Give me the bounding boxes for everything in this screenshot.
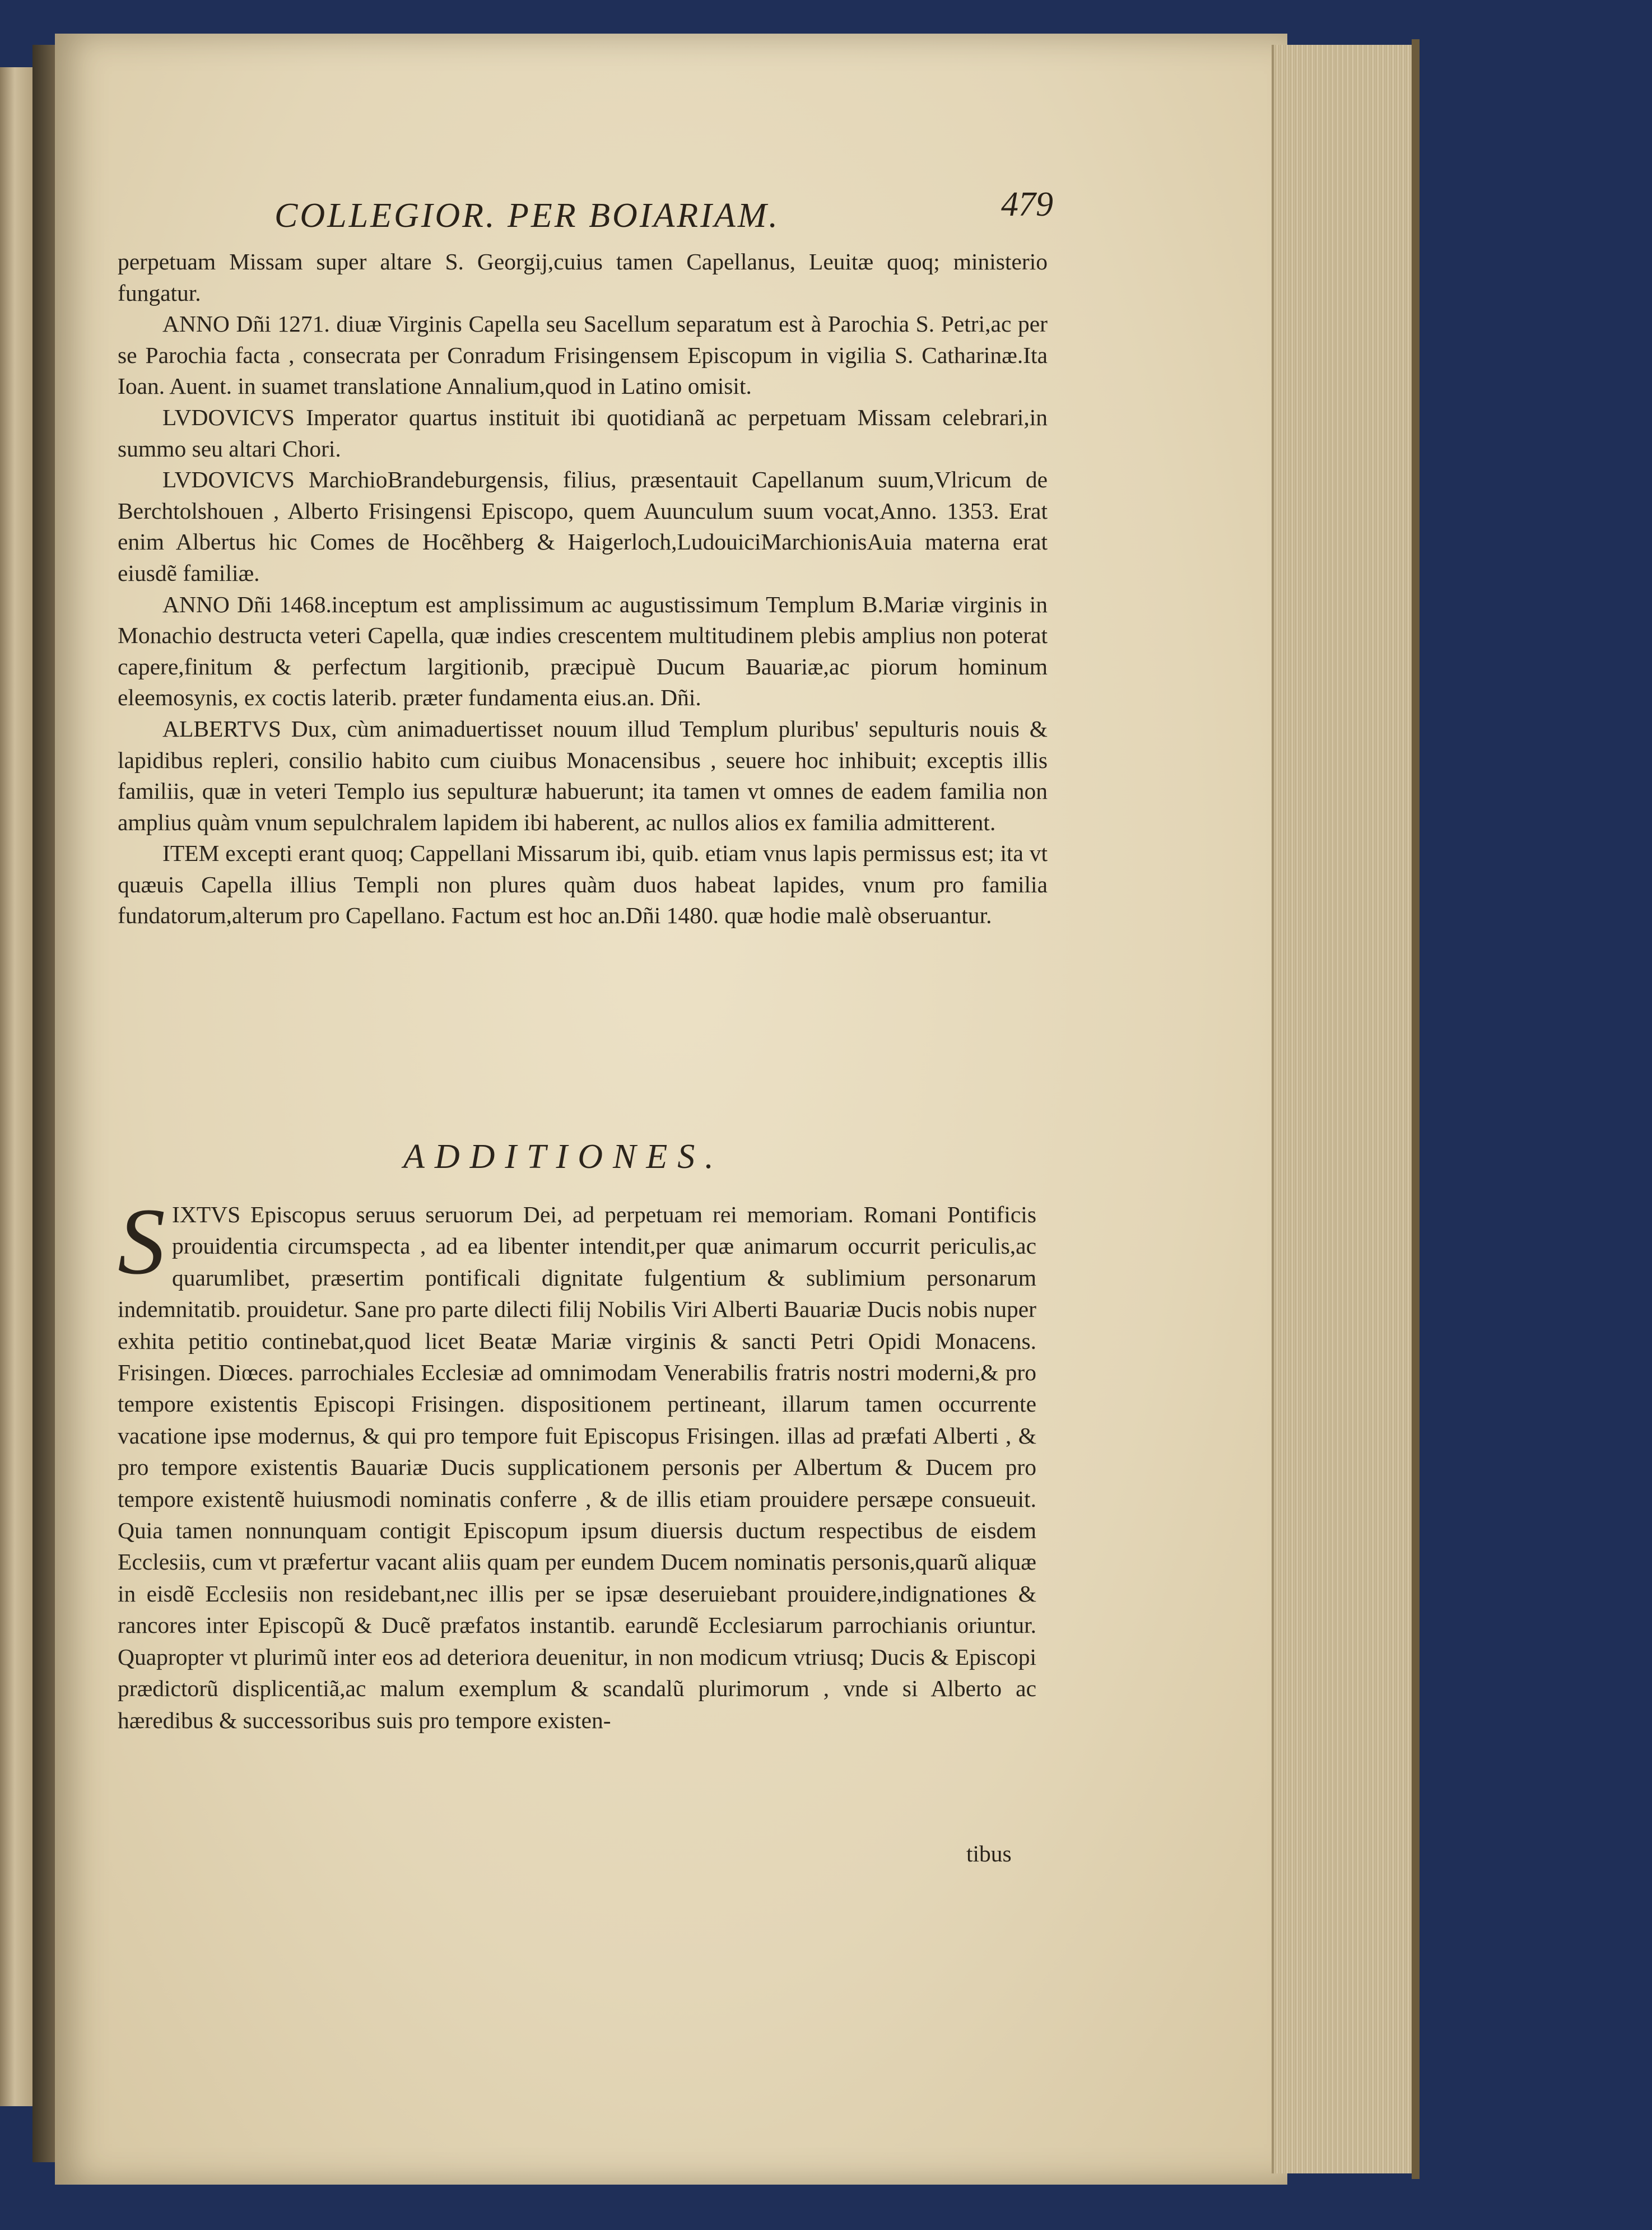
paragraph: perpetuam Missam super altare S. Georgij,cuius tamen Capellanus, Leuitæ quoq; ministerio fungatur. [118,249,1048,306]
left-page-edge [0,67,32,2106]
page-header [213,185,1053,235]
drop-cap: S [118,1189,165,1294]
cover-edge [1412,39,1420,2179]
paragraph: ALBERTVS Dux, cùm animaduertisset nouum illud Templum pluribus' sepulturis nouis & lapidibus repleri, consilio habito cum ciuibus Monacensibus , seuere hoc inhibuit; exceptis illis familiis, quæ in veteri Templo ius sepulturæ habuerunt; ita tamen vt omnes de eadem familia non amplius quàm vnum sepulchralem lapidem ibi haberent, ac nullos alios ex familia admitterent. [118,715,1048,835]
addition-body: IXTVS Episcopus seruus seruorum Dei, ad perpetuam rei memoriam. Romani Pontificis prouidentia circumspecta , ad ea libenter intendit,per quæ animarum occurrit periculis,ac quarumlibet, præsertim pontificali dignitate fulgentium & sublimium personarum indemnitatib. prouidetur. Sane pro parte dilecti filij Nobilis Viri Alberti Bauariæ Ducis nobis nuper exhita petitio continebat,quod licet Beatæ Mariæ virginis & sancti Petri Opidi Monacens. Frisingen. Diœces. parrochiales Ecclesiæ ad omnimodam Venerabilis fratris nostri moderni,& pro tempore existentis Episcopi Frisingen. dispositionem pertineant, illarum tamen occurrente vacatione ipse modernus, & qui pro tempore fuit Episcopus Frisingen. illas ad præfati Alberti , & pro tempore existentis Bauariæ Ducis supplicationem personis per Albertum & Ducem pro tempore existentẽ huiusmodi nominatis conferre , & de illis etiam prouidere persæpe consueuit. Quia tamen nonnunquam contigit Episcopum ipsum diuersis ductum respectibus de eisdem Ecclesiis, cum vt præfertur vacant aliis quam per eundem Ducem nominatis personis,quarũ aliquæ in eisdẽ Ecclesiis non residebant,nec illis per se ipsæ deseruiebant prouidere,indignationes & rancores inter Episcopũ & Ducẽ præfatos instantib. earundẽ Ecclesiarum parrochianis oriuntur. Quapropter vt plurimũ inter eos ad deteriora deuenitur, in non modicum vtriusq; Ducis & Episcopi prædictorũ displicentiã,ac malum exemplum & scandalũ plurimorum , vnde si Alberto ac hæredibus & successoribus suis pro tempore existen- [118,1202,1036,1733]
catchword: tibus [966,1841,1012,1866]
paragraph: LVDOVICVS Imperator quartus instituit ibi quotidianã ac perpetuam Missam celebrari,in summo seu altari Chori. [118,404,1048,462]
book-gutter [32,45,55,2162]
paragraph: ITEM excepti erant quoq; Cappellani Missarum ibi, quib. etiam vnus lapis permissus est; ita vt quæuis Capella illius Templi non plures quàm duos habeat lapides, vnum pro familia fundatorum,alterum pro Capellano. Factum est hoc an.Dñi 1480. quæ hodie malè obseruantur. [118,840,1048,929]
page-fore-edge [1272,45,1414,2173]
folio-number: 479 [1001,185,1053,224]
additiones-text [118,1189,1036,1736]
paragraph: ANNO Dñi 1468.inceptum est amplissimum ac augustissimum Templum B.Mariæ virginis in Monachio destructa veteri Capella, quæ indies crescentem multitudinem plebis amplius non poterat capere,finitum & perfectum largitionib, præcipuè Ducum Bauariæ,ac piorum hominum eleemosynis, ex coctis laterib. præter fundamenta eius.an. Dñi. [118,591,1048,711]
paragraph: LVDOVICVS MarchioBrandeburgensis, filius, præsentauit Capellanum suum,Vlricum de Berchtolshouen , Alberto Frisingensi Episcopo, quem Auunculum suum vocat,Anno. 1353. Erat enim Albertus hic Comes de Hocẽhberg & Haigerloch,LudouiciMarchionisAuia materna erat eiusdẽ familiæ. [118,467,1048,586]
section-heading: ADDITIONES. [403,1138,724,1176]
main-text [118,246,1048,932]
paragraph: ANNO Dñi 1271. diuæ Virginis Capella seu Sacellum separatum est à Parochia S. Petri,ac per se Parochia facta , consecrata per Conradum Frisingensem Episcopum in vigilia S. Catharinæ.Ita Ioan. Auent. in suamet translatione Annalium,quod in Latino omisit. [118,311,1048,399]
running-title: COLLEGIOR. PER BOIARIAM. [274,197,780,235]
